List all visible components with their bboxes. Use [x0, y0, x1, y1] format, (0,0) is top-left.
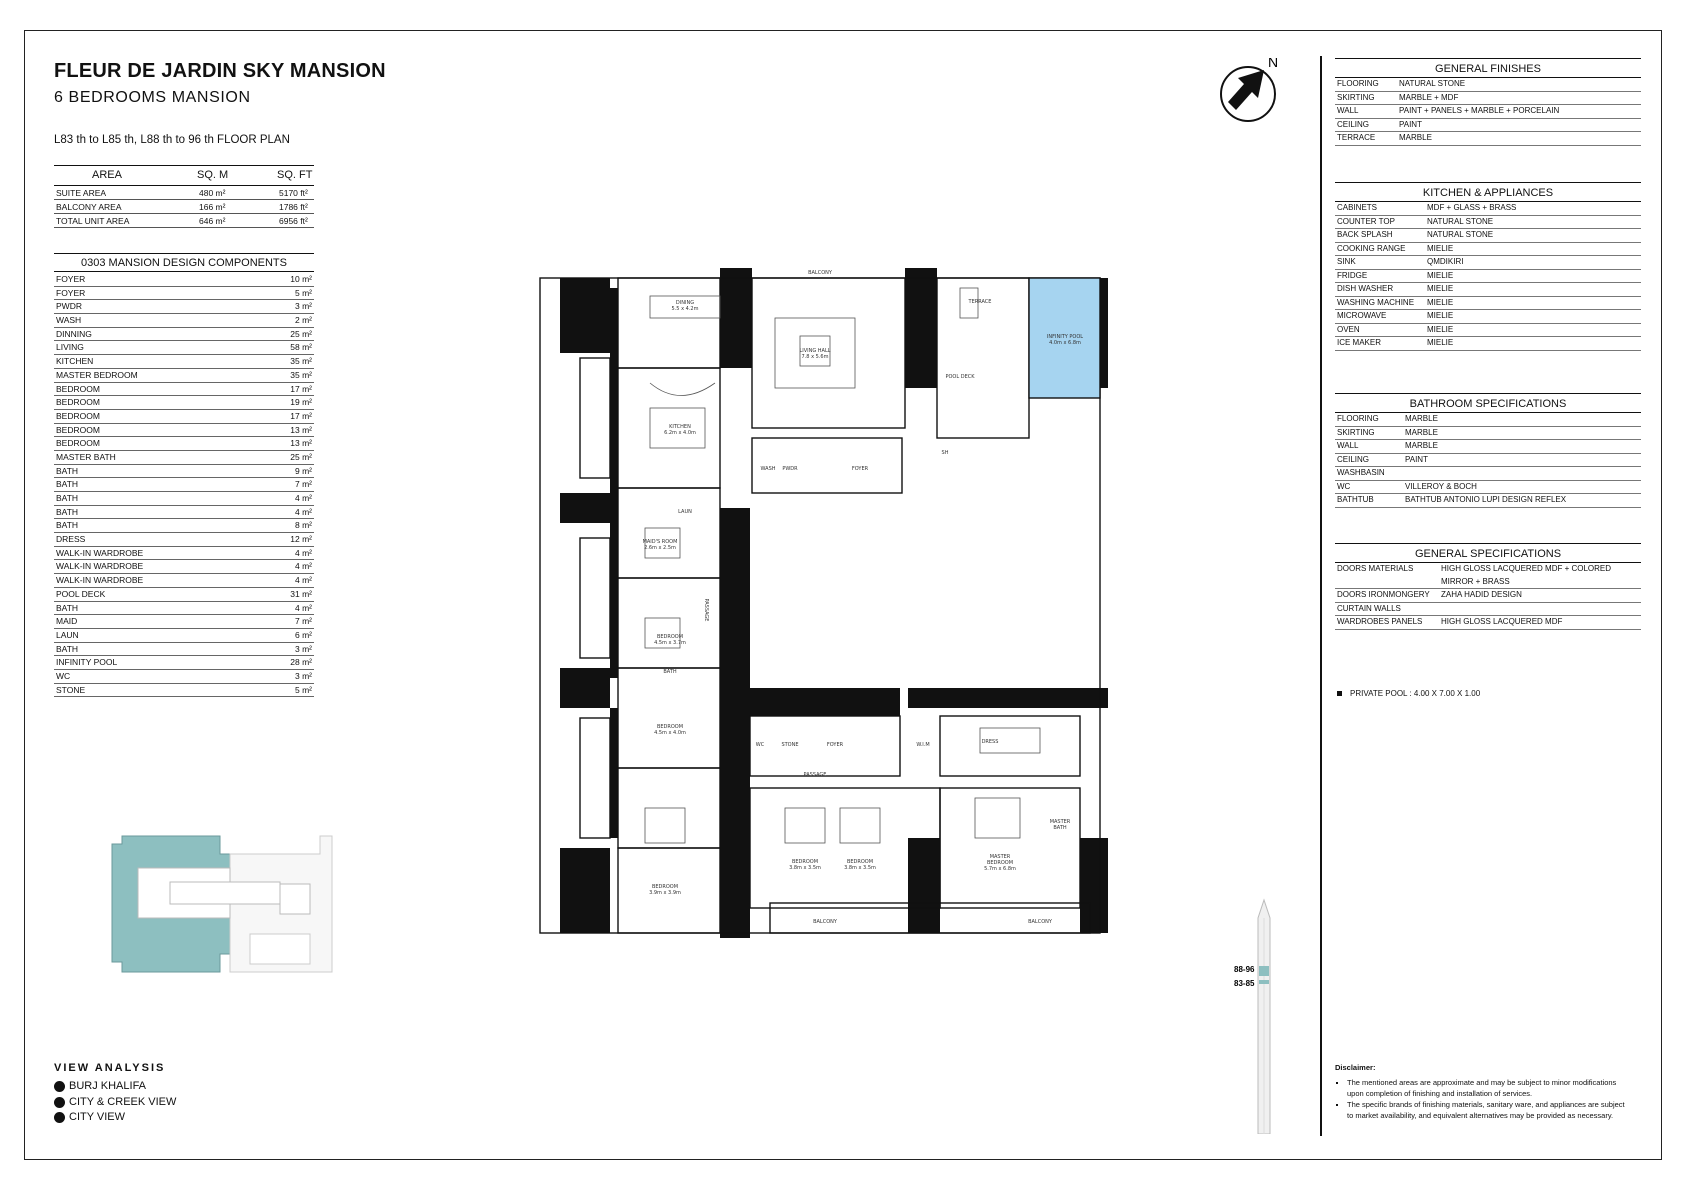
component-name: POOL DECK	[56, 588, 106, 599]
table-row	[1335, 603, 1641, 617]
disclaimer	[1335, 1062, 1625, 1121]
view-item	[54, 1111, 125, 1123]
table-row	[1335, 427, 1641, 441]
list-item	[54, 492, 314, 506]
table-row	[1335, 78, 1641, 92]
spec-value: MIELIE	[1427, 243, 1454, 253]
component-name: BATH	[56, 520, 79, 531]
component-name: KITCHEN	[56, 356, 94, 367]
component-name: WALK-IN WARDROBE	[56, 561, 144, 572]
spec-value: MIELIE	[1427, 324, 1454, 334]
component-area: 7 m²	[295, 479, 312, 490]
floor-range: L83 th to L85 th, L88 th to 96 th FLOOR PLAN	[54, 134, 290, 146]
component-name: MAID	[56, 616, 78, 627]
list-item	[54, 656, 314, 670]
room-label-foyer: FOYER	[826, 742, 844, 748]
spec-key: TERRACE	[1337, 133, 1376, 142]
component-name: DRESS	[56, 534, 86, 545]
table-row	[1335, 119, 1641, 133]
room-label-laun: LAUN	[678, 509, 692, 515]
view-dot-icon	[54, 1112, 65, 1123]
kitchen-appliances	[1335, 182, 1641, 351]
list-item	[54, 684, 314, 698]
room-label-wash: WASH	[760, 466, 776, 472]
component-name: FOYER	[56, 274, 86, 284]
component-area: 7 m²	[295, 616, 312, 627]
table-row	[1335, 216, 1641, 230]
component-name: BATH	[56, 602, 79, 613]
list-item	[54, 410, 314, 424]
spec-key: CEILING	[1337, 119, 1370, 129]
spec-value: HIGH GLOSS LACQUERED MDF	[1441, 617, 1563, 626]
component-name: WC	[56, 670, 71, 681]
spec-key: FLOORING	[1337, 414, 1379, 423]
room-label-bedroom5: BEDROOM 3.8m x 3.5m	[844, 859, 876, 871]
sqft-header: SQ. FT	[277, 166, 314, 186]
area-header: AREA	[54, 166, 197, 186]
table-row	[54, 214, 314, 228]
view-label: CITY & CREEK VIEW	[69, 1096, 177, 1108]
section-title: GENERAL FINISHES	[1335, 58, 1641, 78]
spec-value: MARBLE	[1405, 427, 1438, 437]
spec-key: WC	[1337, 481, 1351, 491]
area-sqft: 5170 ft²	[277, 186, 314, 200]
component-name: BATH	[56, 643, 79, 654]
component-area: 17 m²	[290, 383, 312, 394]
component-area: 4 m²	[295, 547, 312, 558]
spec-key: WARDROBES PANELS	[1337, 617, 1423, 626]
table-row	[1335, 494, 1641, 508]
spec-value: MARBLE	[1405, 414, 1438, 423]
room-label-pool-deck: POOL DECK	[945, 374, 975, 380]
components-title: 0303 MANSION DESIGN COMPONENTS	[54, 253, 314, 272]
table-row	[1335, 413, 1641, 427]
component-area: 12 m²	[290, 534, 312, 545]
room-label-pwdr: PWDR	[782, 466, 798, 472]
table-row	[1335, 481, 1641, 495]
room-label-master-bedroom: MASTER BEDROOM 5.7m x 6.8m	[984, 854, 1016, 872]
table-row	[1335, 256, 1641, 270]
level-label: 83-85	[1234, 979, 1255, 988]
list-item	[54, 314, 314, 328]
tower-elevation	[1234, 898, 1294, 1134]
room-label-wc: WC	[755, 742, 765, 748]
table-row	[1335, 589, 1641, 603]
spec-value: MARBLE + MDF	[1399, 92, 1459, 102]
table-row	[1335, 132, 1641, 146]
list-item	[54, 506, 314, 520]
component-name: MASTER BEDROOM	[56, 369, 138, 380]
component-name: BATH	[56, 465, 79, 476]
component-area: 28 m²	[290, 657, 312, 668]
component-name: MASTER BATH	[56, 451, 116, 462]
area-sqft: 6956 ft²	[277, 214, 314, 228]
room-label-bedroom2: BEDROOM 4.5m x 4.0m	[654, 724, 686, 736]
list-item	[54, 341, 314, 355]
component-name: BEDROOM	[56, 383, 100, 394]
spec-key: CABINETS	[1337, 203, 1378, 212]
spec-value: MIELIE	[1427, 284, 1454, 293]
north-arrow-icon	[1218, 58, 1282, 122]
area-sqm: 166 m²	[197, 200, 277, 214]
spec-key: WALL	[1337, 441, 1359, 450]
component-name: INFINITY POOL	[56, 657, 118, 668]
spec-key: WASHBASIN	[1337, 468, 1385, 477]
spec-key: SKIRTING	[1337, 92, 1375, 102]
list-item	[54, 465, 314, 479]
table-row	[1335, 229, 1641, 243]
list-item	[54, 328, 314, 342]
room-label-wim: W.I.M	[916, 742, 930, 748]
component-name: FOYER	[56, 287, 86, 298]
disclaimer-item: ▪ The specific brands of finishing materials, sanitary ware, and appliances are subject to market availability, and equivalent alternatives may be provided as necessary.	[1347, 1099, 1625, 1121]
spec-key: BACK SPLASH	[1337, 230, 1393, 239]
page-title: FLEUR DE JARDIN SKY MANSION	[54, 60, 386, 82]
room-label-terrace: TERRACE	[968, 299, 992, 305]
component-area: 4 m²	[295, 493, 312, 503]
area-sqm: 646 m²	[197, 214, 277, 228]
section-title: BATHROOM SPECIFICATIONS	[1335, 393, 1641, 413]
spec-key: COOKING RANGE	[1337, 243, 1406, 253]
list-item	[54, 588, 314, 602]
spec-key: COUNTER TOP	[1337, 216, 1395, 226]
list-item	[54, 369, 314, 383]
list-item	[54, 273, 314, 287]
component-name: BATH	[56, 506, 79, 517]
room-label-maid: MAID'S ROOM 2.6m x 2.5m	[642, 539, 678, 551]
disclaimer-title: Disclaimer:	[1335, 1063, 1376, 1072]
component-name: STONE	[56, 684, 86, 695]
room-label-passage: PASSAGE	[703, 598, 709, 622]
room-label-bedroom1: BEDROOM 4.5m x 3.7m	[654, 634, 686, 646]
room-label-stone: STONE	[781, 742, 799, 748]
table-row	[54, 186, 314, 200]
table-row	[1335, 440, 1641, 454]
table-row	[1335, 270, 1641, 284]
spec-key: DOORS IRONMONGERY	[1337, 590, 1430, 599]
bathroom-specifications	[1335, 393, 1641, 508]
component-area: 25 m²	[290, 451, 312, 462]
area-label: TOTAL UNIT AREA	[54, 214, 197, 228]
spec-value: PAINT + PANELS + MARBLE + PORCELAIN	[1399, 106, 1560, 115]
component-area: 8 m²	[295, 520, 312, 531]
component-area: 4 m²	[295, 602, 312, 613]
component-area: 17 m²	[290, 410, 312, 421]
floor-plan	[520, 258, 1120, 948]
column-divider	[1320, 56, 1322, 1136]
table-row	[1335, 105, 1641, 119]
view-label: CITY VIEW	[69, 1111, 126, 1123]
table-row	[1335, 454, 1641, 468]
room-label-balcony: BALCONY	[1028, 919, 1052, 925]
list-item	[54, 629, 314, 643]
list-item	[54, 615, 314, 629]
component-area: 3 m²	[295, 301, 312, 312]
page-subtitle: 6 BEDROOMS MANSION	[54, 89, 251, 106]
room-label-dress: DRESS	[981, 739, 999, 745]
spec-value: MIELIE	[1427, 297, 1454, 307]
spec-key: CEILING	[1337, 454, 1370, 464]
room-label-bedroom3: BEDROOM 3.9m x 3.9m	[649, 884, 681, 896]
component-name: PWDR	[56, 301, 82, 312]
spec-value	[1441, 603, 1641, 616]
list-item	[54, 396, 314, 410]
private-pool-note	[1337, 689, 1480, 698]
component-area: 3 m²	[295, 643, 312, 654]
spec-key: ICE MAKER	[1337, 338, 1382, 347]
bullet-icon	[1337, 691, 1342, 696]
component-area: 5 m²	[295, 684, 312, 695]
list-item	[54, 287, 314, 301]
spec-value: MIELIE	[1427, 338, 1454, 347]
table-row	[1335, 337, 1641, 351]
table-row	[1335, 297, 1641, 311]
room-label-bedroom4: BEDROOM 3.8m x 3.5m	[789, 859, 821, 871]
component-area: 6 m²	[295, 629, 312, 640]
component-area: 13 m²	[290, 438, 312, 449]
table-row	[1335, 563, 1641, 589]
room-label-dining: DINING 5.5 x 4.2m	[671, 300, 699, 312]
component-name: WASH	[56, 315, 82, 326]
room-label-foyer: FOYER	[851, 466, 869, 472]
component-area: 2 m²	[295, 315, 312, 326]
sqm-header: SQ. M	[197, 166, 277, 186]
disclaimer-item: ▪ The mentioned areas are approximate and may be subject to minor modifications upon completion of finishing and installation of services.	[1347, 1077, 1625, 1099]
room-label-kitchen: KITCHEN 6.2m x 4.0m	[664, 424, 696, 436]
view-dot-icon	[54, 1081, 65, 1092]
room-label-pool: INFINITY POOL 4.0m x 6.8m	[1046, 334, 1084, 346]
component-name: WALK-IN WARDROBE	[56, 575, 144, 586]
component-name: LAUN	[56, 629, 79, 640]
list-item	[54, 478, 314, 492]
spec-value: ZAHA HADID DESIGN	[1441, 590, 1522, 599]
north-label: N	[1268, 58, 1279, 70]
component-area: 10 m²	[290, 274, 312, 284]
component-area: 19 m²	[290, 397, 312, 408]
private-pool-text: PRIVATE POOL : 4.00 X 7.00 X 1.00	[1350, 689, 1481, 698]
list-item	[54, 533, 314, 547]
spec-value: BATHTUB ANTONIO LUPI DESIGN REFLEX	[1405, 495, 1567, 504]
spec-key: FRIDGE	[1337, 270, 1368, 280]
spec-key: FLOORING	[1337, 79, 1379, 88]
section-title: GENERAL SPECIFICATIONS	[1335, 543, 1641, 563]
spec-value: MIELIE	[1427, 311, 1454, 320]
table-row	[1335, 92, 1641, 106]
list-item	[54, 451, 314, 465]
component-name: WALK-IN WARDROBE	[56, 547, 144, 558]
spec-key: SKIRTING	[1337, 427, 1375, 437]
list-item	[54, 437, 314, 451]
table-row	[1335, 243, 1641, 257]
spec-value: VILLEROY & BOCH	[1405, 481, 1477, 491]
spec-key: BATHTUB	[1337, 495, 1374, 504]
list-item	[54, 424, 314, 438]
component-name: LIVING	[56, 342, 84, 353]
component-area: 25 m²	[290, 328, 312, 339]
area-sqft: 1786 ft²	[277, 200, 314, 214]
spec-value: MIELIE	[1427, 270, 1454, 280]
spec-value: NATURAL STONE	[1399, 79, 1466, 88]
room-label-sh: SH	[941, 450, 949, 456]
component-area: 4 m²	[295, 561, 312, 572]
table-row	[1335, 202, 1641, 216]
spec-key: WASHING MACHINE	[1337, 297, 1415, 307]
component-name: BEDROOM	[56, 424, 100, 435]
room-label-balcony: BALCONY	[808, 270, 832, 276]
spec-value	[1405, 467, 1641, 480]
component-name: BEDROOM	[56, 410, 100, 421]
general-specifications	[1335, 543, 1641, 630]
table-row	[1335, 324, 1641, 338]
view-item	[54, 1096, 176, 1108]
room-label-bath: BATH	[663, 669, 677, 675]
component-area: 31 m²	[290, 588, 312, 599]
area-table	[54, 165, 314, 228]
component-area: 35 m²	[290, 356, 312, 367]
spec-key: OVEN	[1337, 324, 1360, 334]
component-area: 9 m²	[295, 465, 312, 476]
list-item	[54, 670, 314, 684]
spec-value: PAINT	[1399, 119, 1422, 129]
component-area: 13 m²	[290, 424, 312, 435]
component-area: 4 m²	[295, 506, 312, 517]
spec-value: QMDIKIRI	[1427, 257, 1464, 266]
table-row	[1335, 310, 1641, 324]
general-finishes	[1335, 58, 1641, 146]
component-area: 35 m²	[290, 369, 312, 380]
list-item	[54, 300, 314, 314]
component-name: DINNING	[56, 328, 92, 339]
room-label-living: LIVING HALL 7.8 x 5.6m	[799, 348, 831, 360]
room-label-balcony: BALCONY	[813, 919, 837, 925]
list-item	[54, 602, 314, 616]
spec-value: HIGH GLOSS LACQUERED MDF + COLORED MIRROR + BRASS	[1441, 564, 1612, 586]
spec-key: SINK	[1337, 257, 1356, 266]
section-title: KITCHEN & APPLIANCES	[1335, 182, 1641, 202]
spec-value: PAINT	[1405, 454, 1428, 464]
component-area: 58 m²	[290, 342, 312, 353]
list-item	[54, 383, 314, 397]
spec-key: DISH WASHER	[1337, 284, 1394, 293]
list-item	[54, 547, 314, 561]
view-item	[54, 1080, 146, 1092]
area-sqm: 480 m²	[197, 186, 277, 200]
spec-value: MDF + GLASS + BRASS	[1427, 203, 1517, 212]
list-item	[54, 643, 314, 657]
spec-key: MICROWAVE	[1337, 311, 1387, 320]
list-item	[54, 355, 314, 369]
table-row	[1335, 467, 1641, 481]
spec-key: WALL	[1337, 106, 1359, 115]
component-name: BATH	[56, 493, 79, 503]
list-item	[54, 560, 314, 574]
component-name: BATH	[56, 479, 79, 490]
level-label: 88-96	[1234, 965, 1255, 974]
view-analysis-title: VIEW ANALYSIS	[54, 1062, 166, 1074]
spec-value: MARBLE	[1405, 441, 1438, 450]
components-list	[54, 273, 314, 697]
room-label-passage: PASSAGE	[803, 772, 827, 778]
spec-value: NATURAL STONE	[1427, 216, 1494, 226]
area-label: SUITE AREA	[54, 186, 197, 200]
table-row	[1335, 283, 1641, 297]
area-label: BALCONY AREA	[54, 200, 197, 214]
spec-value: NATURAL STONE	[1427, 230, 1494, 239]
room-label-master-bath: MASTER BATH	[1049, 819, 1071, 831]
key-plan	[110, 834, 340, 974]
component-area: 3 m²	[295, 670, 312, 681]
spec-key: CURTAIN WALLS	[1337, 603, 1401, 613]
component-name: BEDROOM	[56, 397, 100, 408]
list-item	[54, 574, 314, 588]
component-name: BEDROOM	[56, 438, 100, 449]
component-area: 4 m²	[295, 575, 312, 586]
spec-value: MARBLE	[1399, 133, 1432, 142]
view-dot-icon	[54, 1097, 65, 1108]
table-row	[54, 200, 314, 214]
spec-key: DOORS MATERIALS	[1337, 564, 1414, 573]
table-row	[1335, 616, 1641, 630]
list-item	[54, 519, 314, 533]
component-area: 5 m²	[295, 287, 312, 298]
view-label: BURJ KHALIFA	[69, 1080, 147, 1092]
